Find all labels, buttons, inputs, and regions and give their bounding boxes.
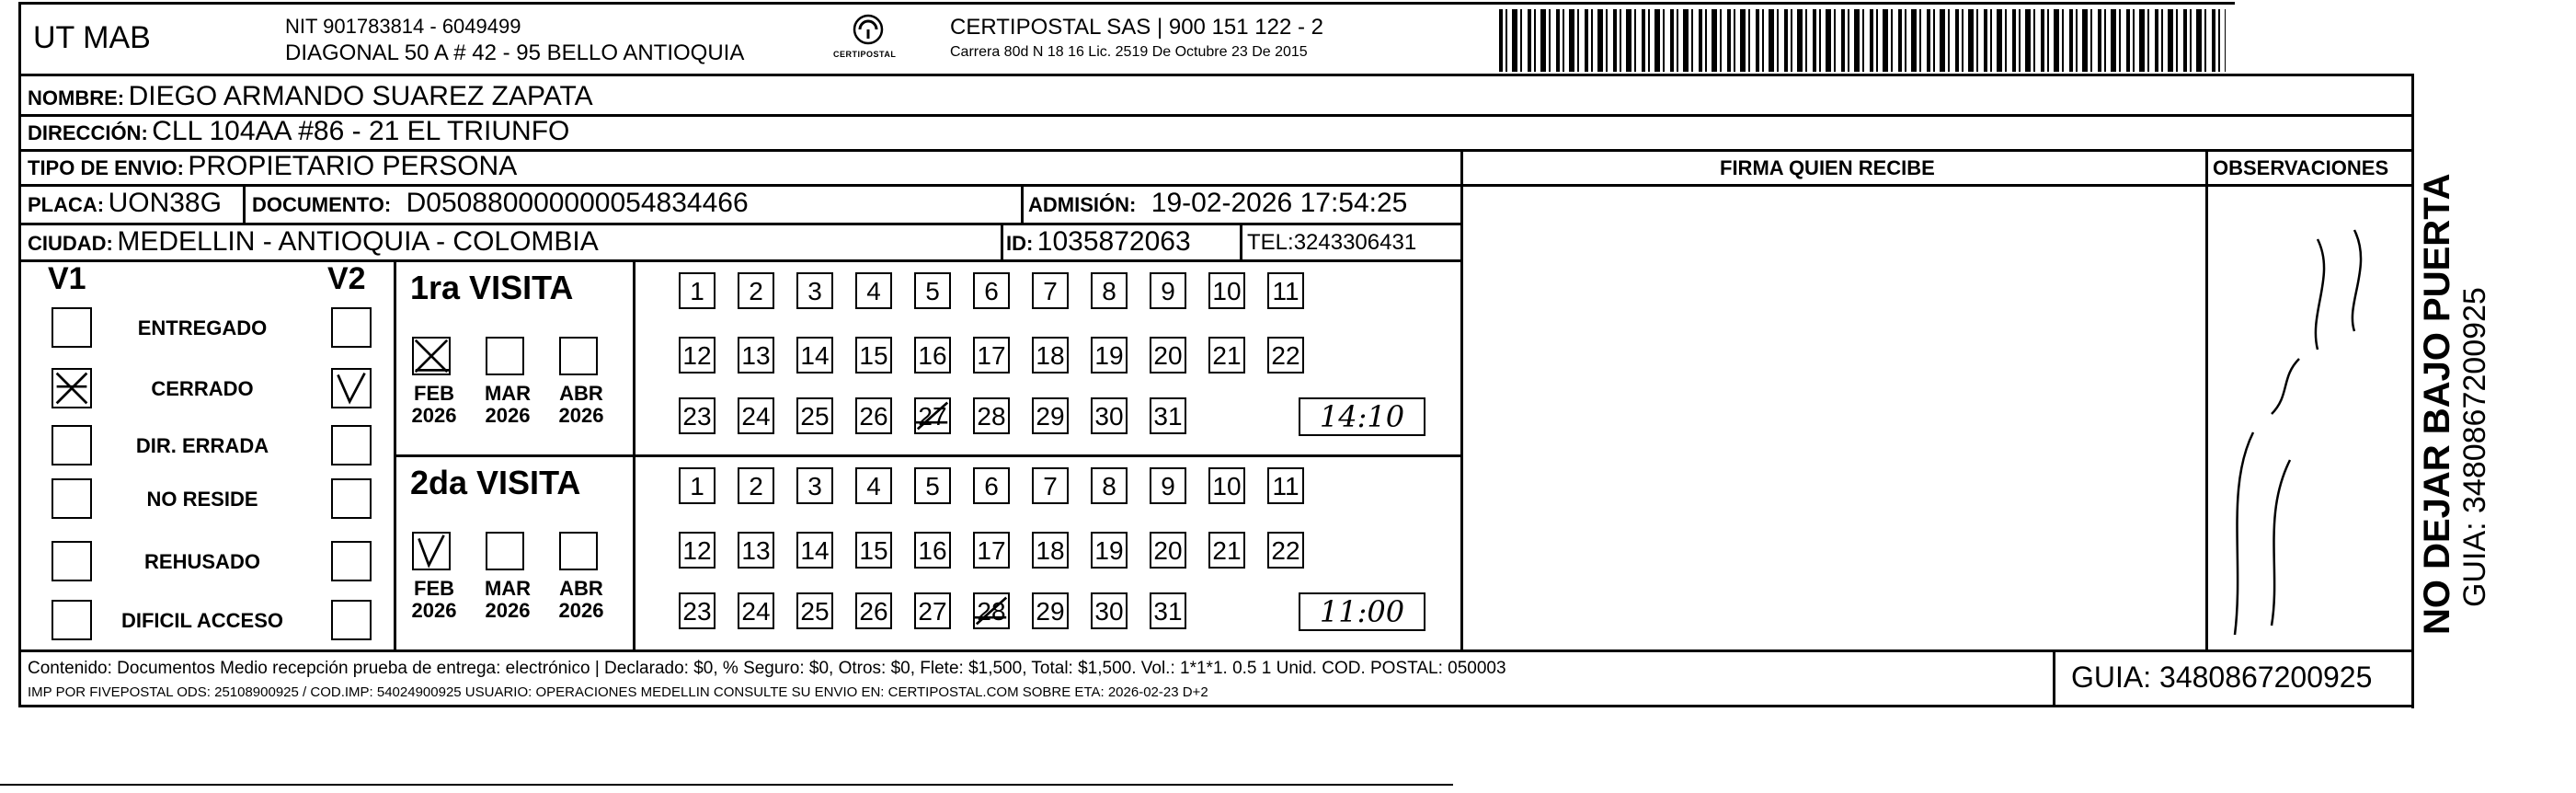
month-year: 2026 (485, 404, 531, 427)
ciudad-label: CIUDAD: (28, 232, 113, 255)
id-value: 1035872063 (1036, 226, 1191, 257)
carrier-name: CERTIPOSTAL SAS | 900 151 122 - 2 (950, 15, 1323, 40)
tipo-value: PROPIETARIO PERSONA (188, 151, 518, 181)
day-box-7[interactable]: 7 (1032, 272, 1069, 309)
direccion-row (28, 116, 569, 147)
day-box-29[interactable]: 29 (1032, 397, 1069, 434)
day-box-8[interactable]: 8 (1091, 467, 1128, 504)
row-rule-5 (18, 259, 1462, 262)
certipostal-logo (831, 13, 905, 66)
day-box-4[interactable]: 4 (855, 467, 892, 504)
day-box-15[interactable]: 15 (855, 532, 892, 569)
id-divider (1001, 223, 1003, 259)
month-name: MAR (484, 577, 532, 600)
month-label-feb (408, 578, 460, 622)
visit-title-2: 2da VISITA (410, 464, 581, 501)
v1-checkbox-1[interactable] (52, 307, 92, 348)
month-label-mar (482, 578, 533, 622)
month-year: 2026 (411, 599, 457, 622)
v1-checkbox-2[interactable] (52, 368, 92, 408)
month-year: 2026 (485, 599, 531, 622)
day-box-17[interactable]: 17 (973, 532, 1010, 569)
day-box-24[interactable]: 24 (738, 397, 774, 434)
day-box-12[interactable]: 12 (679, 532, 716, 569)
day-box-13[interactable]: 13 (738, 337, 774, 374)
row-rule-4 (18, 223, 1462, 225)
logo-text: CERTIPOSTAL (833, 50, 897, 59)
day-box-30[interactable]: 30 (1091, 592, 1128, 629)
v2-checkbox-4[interactable] (331, 478, 372, 519)
status-label-1: ENTREGADO (137, 316, 268, 339)
placa-divider (243, 184, 246, 223)
v1-checkbox-6[interactable] (52, 600, 92, 640)
day-box-5[interactable]: 5 (914, 272, 951, 309)
row-rule-3 (18, 184, 1462, 187)
day-box-2[interactable]: 2 (738, 467, 774, 504)
v1-label: V1 (48, 261, 86, 296)
admision-label: ADMISIÓN: (1028, 193, 1137, 216)
day-box-24[interactable]: 24 (738, 592, 774, 629)
day-box-13[interactable]: 13 (738, 532, 774, 569)
v2-checkbox-5[interactable] (331, 541, 372, 581)
contenido-text: Contenido: Documentos Medio recepción prueba de entrega: electrónico | Declarado: $0, % Seguro: $0, Otros: $0, Flete: $1,500, Total: $1,500. Vol.: 1*1*1. 0.5 1 Unid. COD. POSTAL: 050003 (28, 659, 1506, 678)
day-box-8[interactable]: 8 (1091, 272, 1128, 309)
documento-field (252, 188, 749, 219)
left-rule (18, 2, 21, 707)
placa-label: PLACA: (28, 193, 105, 216)
month-name: ABR (559, 577, 603, 600)
handwritten-time-2: 11:00 (1299, 592, 1425, 631)
direccion-value: CLL 104AA #86 - 21 EL TRIUNFO (152, 116, 570, 146)
month-checkbox-feb[interactable] (412, 337, 451, 375)
guia-box-divider (2053, 649, 2055, 707)
day-box-7[interactable]: 7 (1032, 467, 1069, 504)
day-box-19[interactable]: 19 (1091, 337, 1128, 374)
firma-label: FIRMA QUIEN RECIBE (1720, 156, 1935, 179)
month-name: MAR (484, 382, 532, 405)
day-box-19[interactable]: 19 (1091, 532, 1128, 569)
month-year: 2026 (411, 404, 457, 427)
v2-checkbox-2[interactable] (331, 368, 372, 408)
day-box-25[interactable]: 25 (796, 397, 833, 434)
day-box-21[interactable]: 21 (1208, 532, 1245, 569)
day-box-1[interactable]: 1 (679, 272, 716, 309)
day-box-20[interactable]: 20 (1150, 532, 1186, 569)
visit-title-1: 1ra VISITA (410, 269, 574, 306)
month-name: FEB (414, 382, 454, 405)
day-box-30[interactable]: 30 (1091, 397, 1128, 434)
day-box-22[interactable]: 22 (1267, 532, 1304, 569)
sender-address: DIAGONAL 50 A # 42 - 95 BELLO ANTIOQUIA (285, 40, 745, 65)
top-rule (18, 2, 2235, 5)
header-rule (18, 74, 2414, 76)
month-year: 2026 (558, 599, 604, 622)
day-box-20[interactable]: 20 (1150, 337, 1186, 374)
day-box-11[interactable]: 11 (1267, 467, 1304, 504)
day-box-25[interactable]: 25 (796, 592, 833, 629)
v1-checkbox-4[interactable] (52, 478, 92, 519)
admision-divider (1021, 184, 1024, 223)
month-checkbox-abr[interactable] (559, 532, 598, 570)
v1-checkbox-3[interactable] (52, 425, 92, 465)
tel-label: TEL: (1247, 230, 1294, 255)
day-box-3[interactable]: 3 (796, 467, 833, 504)
day-box-14[interactable]: 14 (796, 337, 833, 374)
day-box-9[interactable]: 9 (1150, 467, 1186, 504)
day-box-10[interactable]: 10 (1208, 467, 1245, 504)
nombre-row (28, 81, 593, 112)
handwritten-time-1: 14:10 (1299, 397, 1425, 436)
day-box-3[interactable]: 3 (796, 272, 833, 309)
month-label-abr (555, 383, 607, 427)
day-box-12[interactable]: 12 (679, 337, 716, 374)
status-label-4: NO RESIDE (146, 488, 258, 511)
month-checkbox-abr[interactable] (559, 337, 598, 375)
day-box-6[interactable]: 6 (973, 467, 1010, 504)
status-label-2: CERRADO (151, 377, 254, 400)
placa-row (28, 188, 222, 219)
day-box-17[interactable]: 17 (973, 337, 1010, 374)
month-name: FEB (414, 577, 454, 600)
day-box-1[interactable]: 1 (679, 467, 716, 504)
day-box-26[interactable]: 26 (855, 397, 892, 434)
month-label-abr (555, 578, 607, 622)
no-dejar-text: NO DEJAR BAJO PUERTA (2417, 173, 2457, 635)
visit-split-rule (394, 454, 1462, 457)
day-box-6[interactable]: 6 (973, 272, 1010, 309)
month-checkbox-feb[interactable] (412, 532, 451, 570)
day-box-26[interactable]: 26 (855, 592, 892, 629)
guia-box-text: GUIA: 3480867200925 (2071, 661, 2373, 694)
day-box-21[interactable]: 21 (1208, 337, 1245, 374)
ciudad-row (28, 226, 599, 258)
month-label-mar (482, 383, 533, 427)
day-box-18[interactable]: 18 (1032, 337, 1069, 374)
status-label-5: REHUSADO (144, 550, 260, 573)
direccion-label: DIRECCIÓN: (28, 121, 148, 144)
day-box-14[interactable]: 14 (796, 532, 833, 569)
v2-checkbox-1[interactable] (331, 307, 372, 348)
month-name: ABR (559, 382, 603, 405)
day-box-27[interactable]: 27 (914, 592, 951, 629)
day-box-11[interactable]: 11 (1267, 272, 1304, 309)
observaciones-handwriting (2216, 212, 2400, 644)
placa-value: UON38G (108, 188, 222, 218)
tipo-label: TIPO DE ENVIO: (28, 156, 184, 179)
tel-field (1247, 230, 1416, 256)
month-year: 2026 (558, 404, 604, 427)
tipo-row (28, 151, 517, 182)
day-box-23[interactable]: 23 (679, 397, 716, 434)
documento-label: DOCUMENTO: (252, 193, 392, 216)
nit-text: NIT 901783814 - 6049499 (285, 15, 521, 38)
v1-checkbox-5[interactable] (52, 541, 92, 581)
day-box-10[interactable]: 10 (1208, 272, 1245, 309)
day-box-5[interactable]: 5 (914, 467, 951, 504)
day-box-31[interactable]: 31 (1150, 397, 1186, 434)
cut-line (0, 784, 1453, 786)
company-name: UT MAB (33, 20, 151, 55)
side-text (2417, 46, 2555, 635)
admision-value: 19-02-2026 17:54:25 (1151, 188, 1408, 218)
nombre-value: DIEGO ARMANDO SUAREZ ZAPATA (128, 81, 593, 111)
imp-text: IMP POR FIVEPOSTAL ODS: 25108900925 / COD.IMP: 54024900925 USUARIO: OPERACIONES MEDELLIN CONSULTE SU ENVIO EN: CERTIPOSTAL.COM SOBRE ETA: 2026-02-23 D+2 (28, 684, 1208, 700)
day-box-18[interactable]: 18 (1032, 532, 1069, 569)
v2-checkbox-3[interactable] (331, 425, 372, 465)
day-box-9[interactable]: 9 (1150, 272, 1186, 309)
firma-left-rule (1460, 149, 1463, 651)
barcode (1499, 9, 2226, 72)
ciudad-value: MEDELLIN - ANTIOQUIA - COLOMBIA (117, 226, 599, 257)
admision-field (1028, 188, 1407, 219)
v2-label: V2 (327, 261, 366, 296)
carrier-license: Carrera 80d N 18 16 Lic. 2519 De Octubre 23 De 2015 (950, 44, 1308, 60)
day-box-27[interactable]: 27 (914, 397, 951, 434)
months-days-divider (633, 259, 635, 651)
month-checkbox-mar[interactable] (486, 337, 524, 375)
right-rule (2411, 74, 2414, 708)
day-box-16[interactable]: 16 (914, 532, 951, 569)
month-label-feb (408, 383, 460, 427)
day-box-31[interactable]: 31 (1150, 592, 1186, 629)
tel-divider (1240, 223, 1242, 259)
firma-header-rule (1460, 184, 2413, 187)
obs-left-rule (2205, 149, 2208, 651)
day-box-15[interactable]: 15 (855, 337, 892, 374)
day-box-29[interactable]: 29 (1032, 592, 1069, 629)
day-box-23[interactable]: 23 (679, 592, 716, 629)
status-label-3: DIR. ERRADA (135, 434, 269, 457)
month-checkbox-mar[interactable] (486, 532, 524, 570)
day-box-28[interactable]: 28 (973, 592, 1010, 629)
observaciones-label: OBSERVACIONES (2213, 156, 2389, 179)
v2-checkbox-6[interactable] (331, 600, 372, 640)
id-label: ID: (1006, 232, 1034, 255)
status-label-6: DIFICIL ACCESO (120, 609, 283, 632)
side-guia-text: GUIA: 3480867200925 (2457, 287, 2492, 607)
tel-value: 3243306431 (1293, 230, 1417, 255)
documento-value: D050880000000054834466 (406, 188, 749, 218)
day-box-2[interactable]: 2 (738, 272, 774, 309)
day-box-16[interactable]: 16 (914, 337, 951, 374)
day-box-4[interactable]: 4 (855, 272, 892, 309)
id-field (1006, 226, 1191, 258)
nombre-label: NOMBRE: (28, 86, 125, 109)
day-box-28[interactable]: 28 (973, 397, 1010, 434)
day-box-22[interactable]: 22 (1267, 337, 1304, 374)
